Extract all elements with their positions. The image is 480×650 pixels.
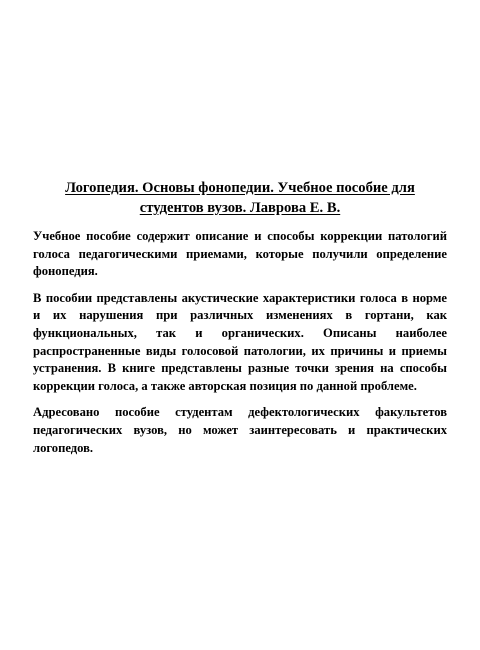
- document-title: Логопедия. Основы фонопедии. Учебное пособие для студентов вузов. Лаврова Е. В.: [65, 180, 415, 216]
- paragraph-description: Учебное пособие содержит описание и способы коррекции патологий голоса педагогическими приемами, которые получили определение фонопедия.: [33, 229, 447, 279]
- document-page: [33, 178, 447, 466]
- paragraph-contents: В пособии представлены акустические характеристики голоса в норме и их нарушения при различных изменениях в гортани, как функциональных, так и органических. Описаны наиболее распространенные виды голосовой патологии, их причины и приемы устранения. В книге представлены разные точки зрения на способы коррекции голоса, а также авторская позиция по данной проблеме.: [33, 290, 447, 393]
- paragraph-audience: Адресовано пособие студентам дефектологических факультетов педагогических вузов, но может заинтересовать и практических логопедов.: [33, 405, 447, 455]
